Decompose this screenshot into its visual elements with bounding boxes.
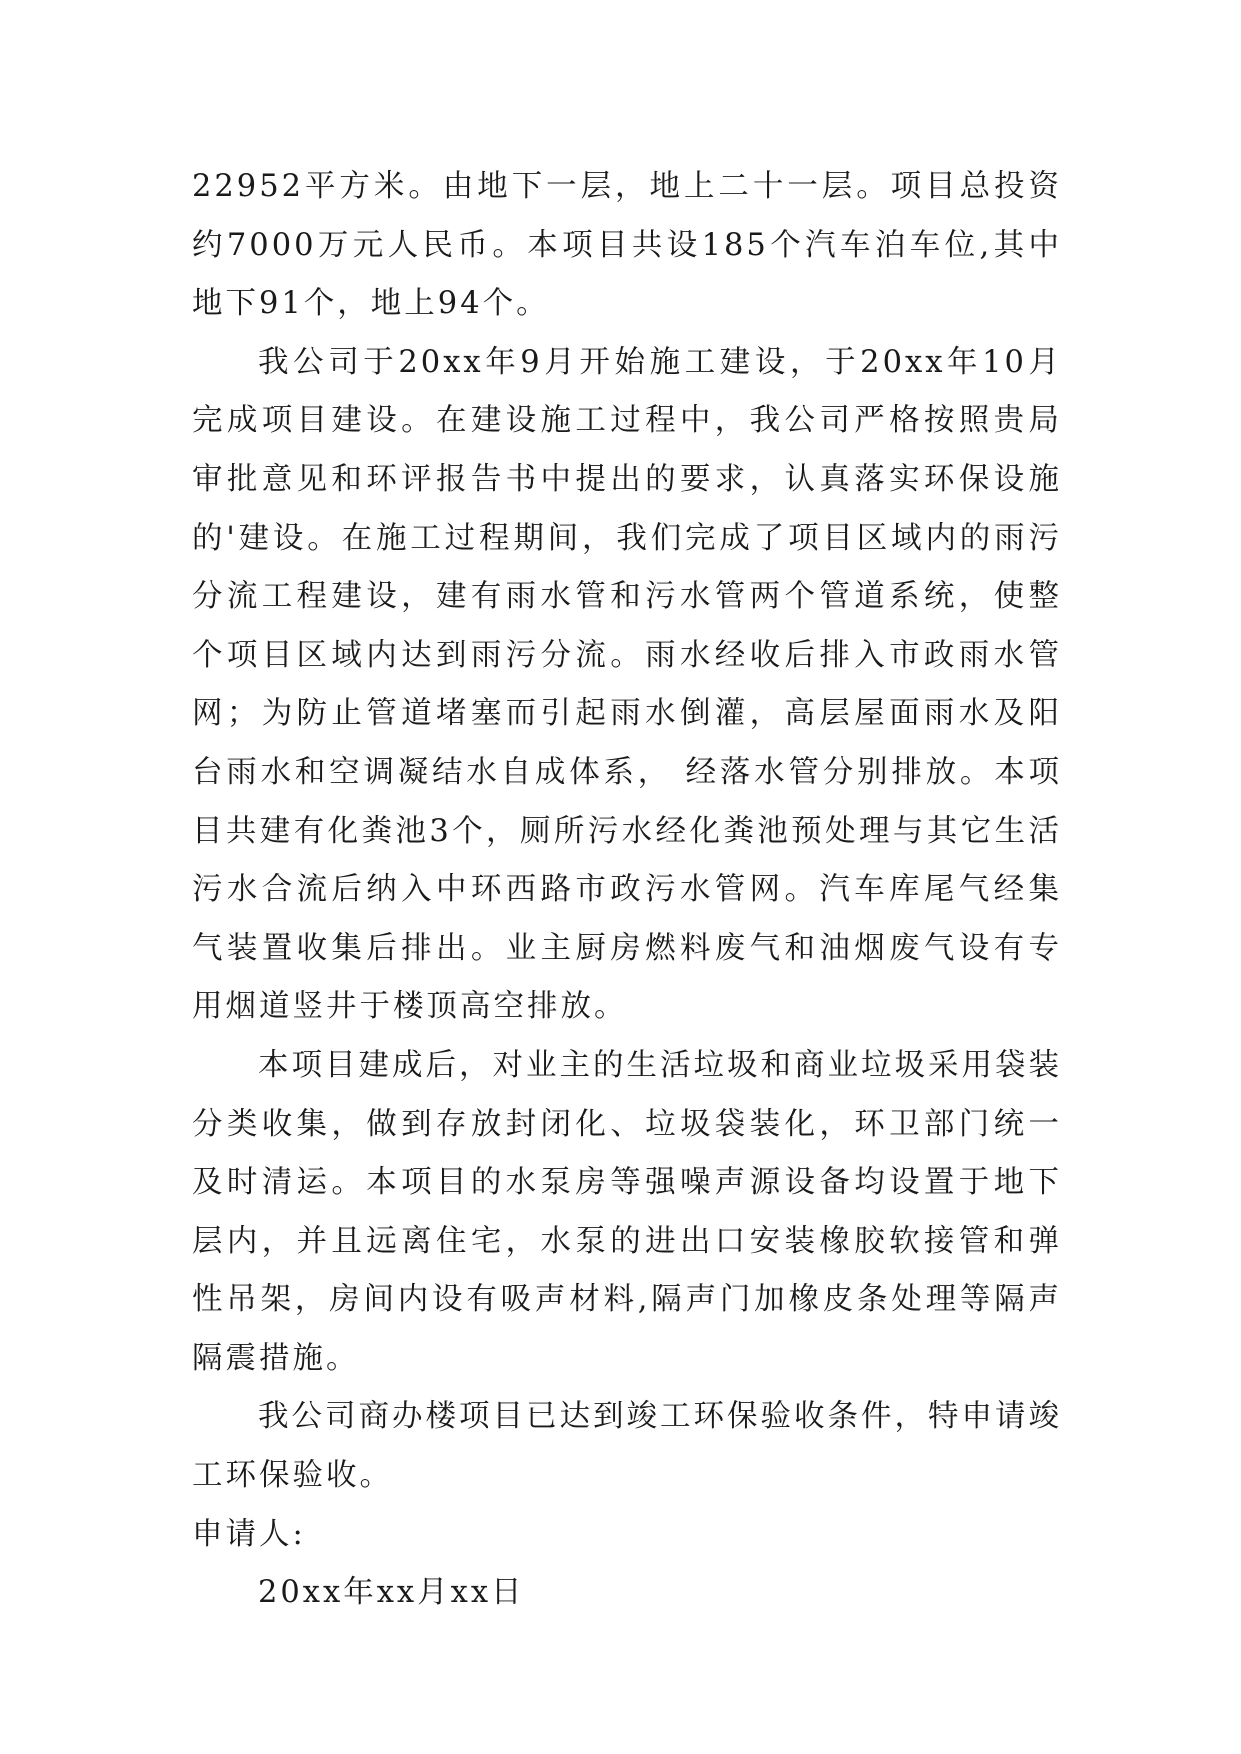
paragraph-waste-noise-measures: 本项目建成后，对业主的生活垃圾和商业垃圾采用袋装分类收集，做到存放封闭化、垃圾袋装化，环卫部门统一及时清运。本项目的水泵房等强噪声源设备均设置于地下层内，并且远离住宅，水泵的进出口安装橡胶软接管和弹性吊架，房间内设有吸声材料,隔声门加橡皮条处理等隔声隔震措施。	[192, 1047, 1062, 1376]
application-date: 20xx年xx月xx日	[258, 1575, 525, 1611]
paragraph-application-request: 我公司商办楼项目已达到竣工环保验收条件，特申请竣工环保验收。	[192, 1399, 1062, 1494]
paragraph-project-overview: 22952平方米。由地下一层，地上二十一层。项目总投资约7000万元人民币。本项目共设185个汽车泊车位,其中地下91个，地上94个。	[192, 169, 1062, 322]
applicant-label: 申请人:	[192, 1516, 306, 1552]
paragraph-construction-details: 我公司于20xx年9月开始施工建设，于20xx年10月完成项目建设。在建设施工过程中，我公司严格按照贵局审批意见和环评报告书中提出的要求，认真落实环保设施的'建设。在施工过程期间，我们完成了项目区域内的雨污分流工程建设，建有雨水管和污水管两个管道系统，使整个项目区域内达到雨污分流。雨水经收后排入市政雨水管网；为防止管道堵塞而引起雨水倒灌，高层屋面雨水及阳台雨水和空调凝结水自成体系， 经落水管分别排放。本项目共建有化粪池3个，厕所污水经化粪池预处理与其它生活污水合流后纳入中环西路市政污水管网。汽车库尾气经集气装置收集后排出。业主厨房燃料废气和油烟废气设有专用烟道竖井于楼顶高空排放。	[192, 344, 1062, 1025]
document-body	[192, 158, 1062, 1623]
